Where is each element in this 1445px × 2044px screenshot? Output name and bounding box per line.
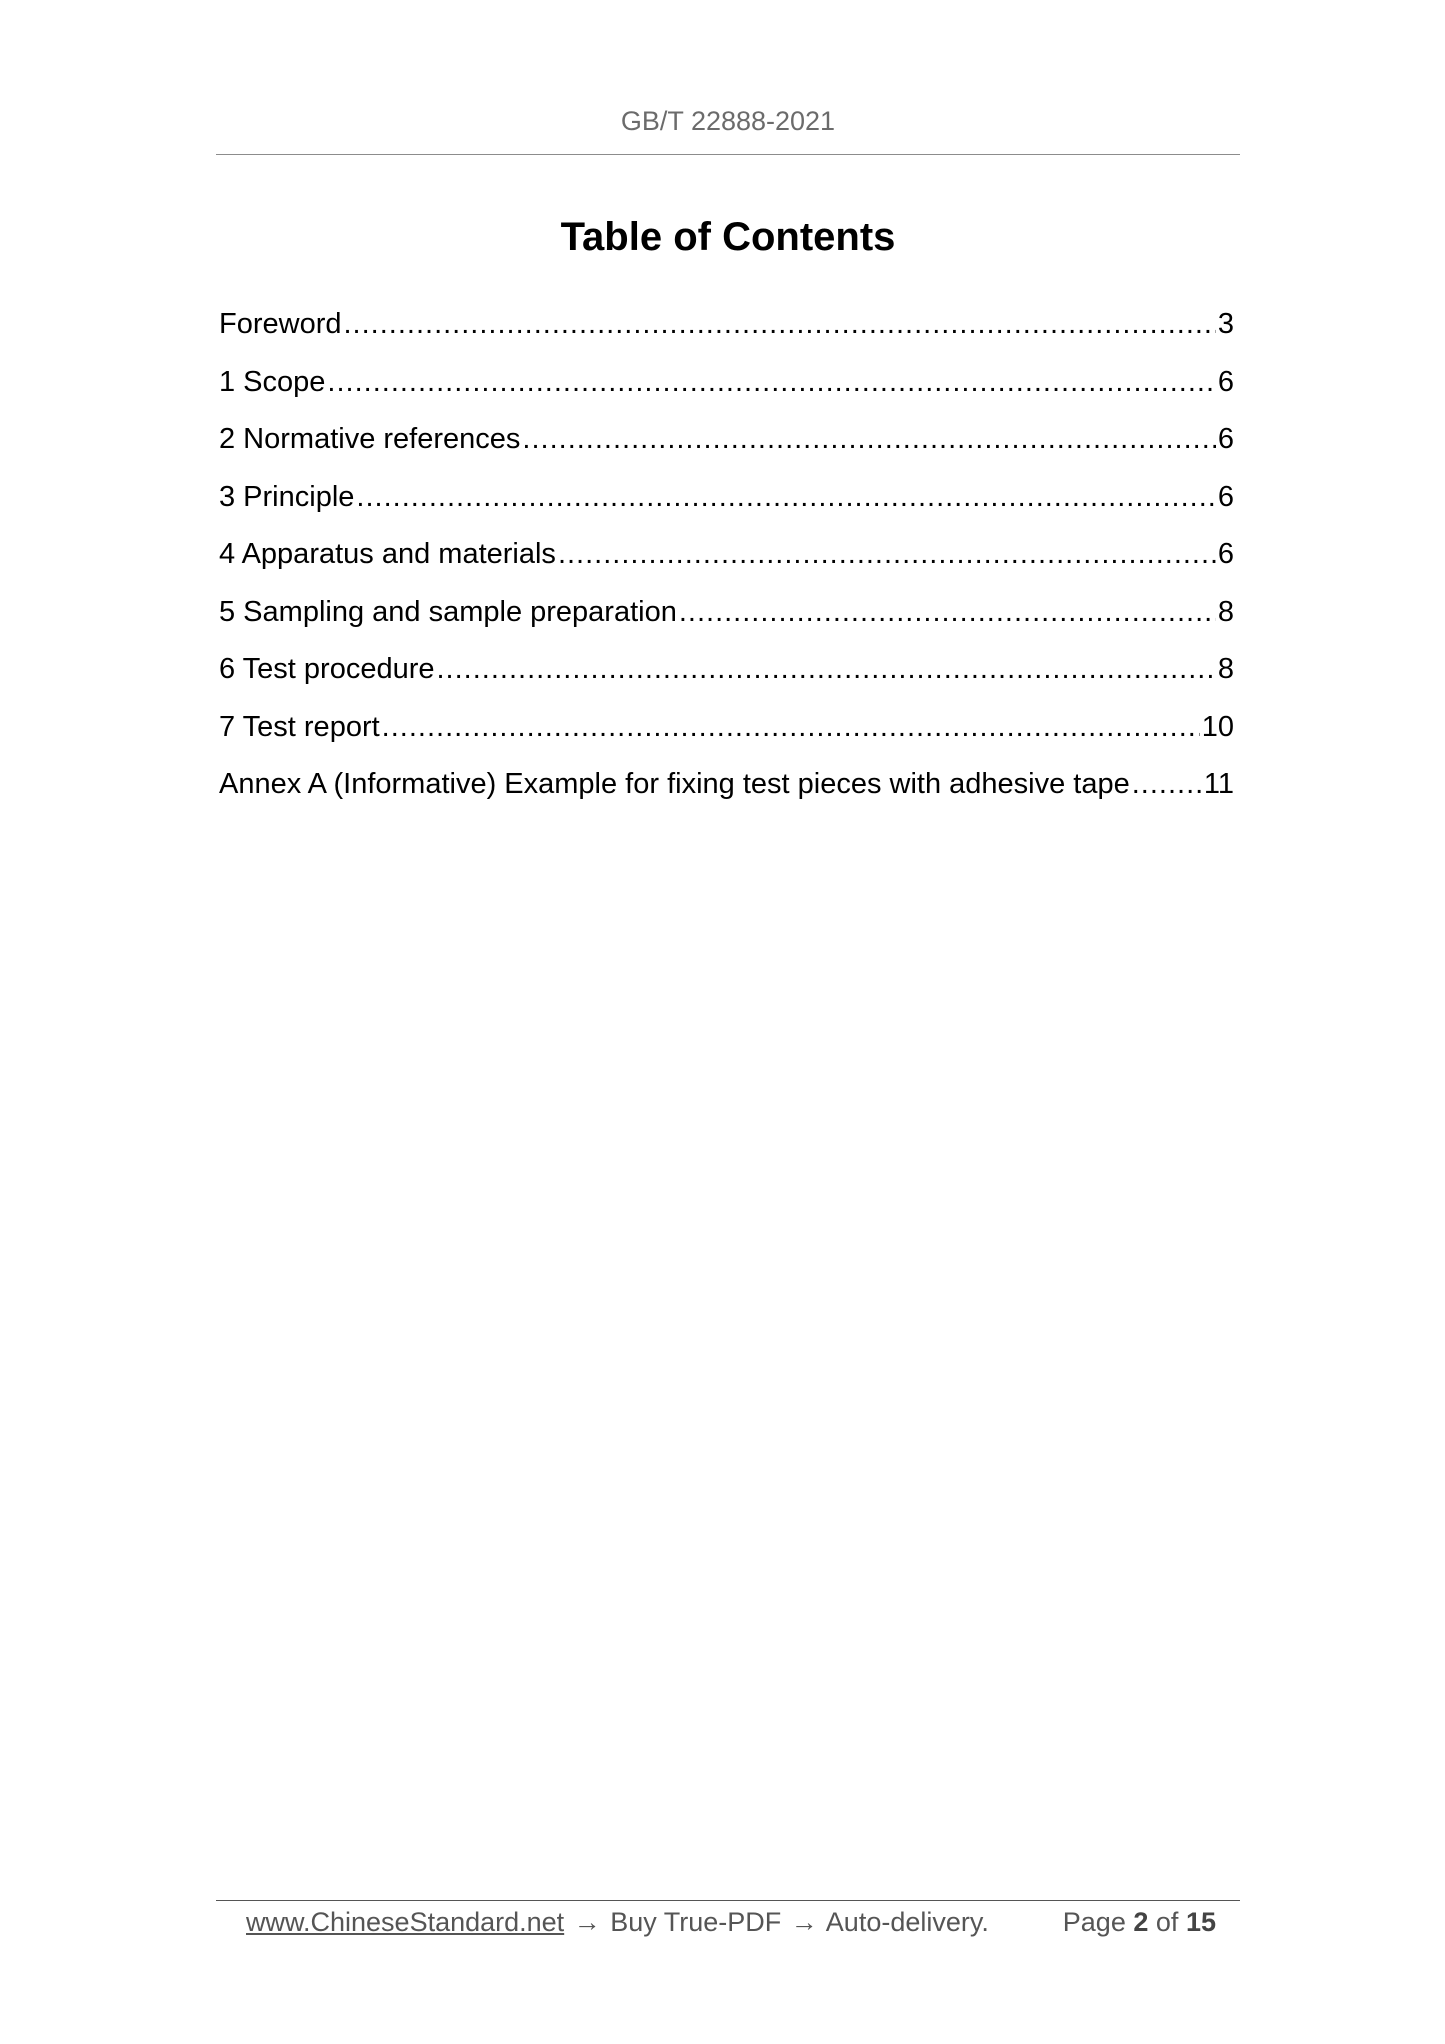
page-footer	[246, 1904, 1216, 1940]
table-of-contents	[219, 302, 1234, 820]
toc-entry-label: 5 Sampling and sample preparation	[219, 595, 677, 628]
toc-dot-leader	[1132, 762, 1202, 806]
page-indicator	[1063, 1904, 1216, 1940]
toc-entry-principle[interactable]	[219, 475, 1234, 533]
toc-dot-leader	[437, 647, 1216, 691]
toc-dot-leader	[522, 417, 1215, 461]
arrow-right-icon: →	[790, 1907, 818, 1937]
toc-entry-label: 1 Scope	[219, 365, 326, 398]
toc-entry-label: 2 Normative references	[219, 423, 521, 455]
toc-entry-page: 10	[1201, 710, 1234, 743]
toc-entry-scope[interactable]	[219, 360, 1234, 418]
of-word: of	[1155, 1907, 1179, 1937]
toc-entry-label: 4 Apparatus and materials	[219, 538, 556, 570]
website-link[interactable]: www.ChineseStandard.net	[246, 1907, 565, 1937]
toc-entry-foreword[interactable]	[219, 302, 1234, 360]
toc-entry-page: 6	[1217, 365, 1234, 398]
toc-entry-normative-references[interactable]	[219, 417, 1234, 475]
toc-entry-label: Foreword	[219, 308, 342, 340]
toc-entry-page: 8	[1217, 653, 1234, 685]
total-pages-number: 15	[1185, 1907, 1216, 1937]
toc-entry-label: 7 Test report	[219, 710, 380, 743]
arrow-right-icon: →	[573, 1907, 601, 1937]
toc-entry-label: 3 Principle	[219, 480, 355, 513]
header-divider	[216, 154, 1240, 155]
toc-dot-leader	[344, 302, 1216, 346]
toc-dot-leader	[679, 590, 1216, 634]
page-title: Table of Contents	[560, 215, 896, 259]
toc-dot-leader	[558, 532, 1216, 576]
footer-step-delivery: Auto-delivery.	[825, 1907, 989, 1937]
toc-dot-leader	[327, 360, 1215, 404]
footer-step-buy: Buy True-PDF	[610, 1907, 782, 1937]
document-code-header: GB/T 22888-2021	[620, 106, 836, 136]
toc-entry-apparatus[interactable]	[219, 532, 1234, 590]
toc-dot-leader	[382, 705, 1200, 749]
toc-entry-page: 8	[1217, 595, 1234, 628]
toc-entry-test-report[interactable]	[219, 705, 1234, 763]
toc-entry-page: 6	[1217, 423, 1234, 455]
page-word: Page	[1062, 1907, 1126, 1937]
toc-entry-page: 6	[1217, 538, 1234, 570]
toc-dot-leader	[356, 475, 1215, 519]
current-page-number: 2	[1133, 1907, 1149, 1937]
toc-entry-page: 3	[1217, 308, 1234, 340]
footer-divider	[216, 1900, 1240, 1901]
toc-entry-page: 11	[1203, 768, 1234, 800]
toc-entry-label: 6 Test procedure	[219, 653, 435, 685]
toc-entry-page: 6	[1217, 480, 1234, 513]
toc-entry-annex-a[interactable]	[219, 762, 1234, 820]
toc-entry-test-procedure[interactable]	[219, 647, 1234, 705]
toc-entry-sampling[interactable]	[219, 590, 1234, 648]
toc-entry-label: Annex A (Informative) Example for fixing test pieces with adhesive tape	[219, 768, 1130, 800]
